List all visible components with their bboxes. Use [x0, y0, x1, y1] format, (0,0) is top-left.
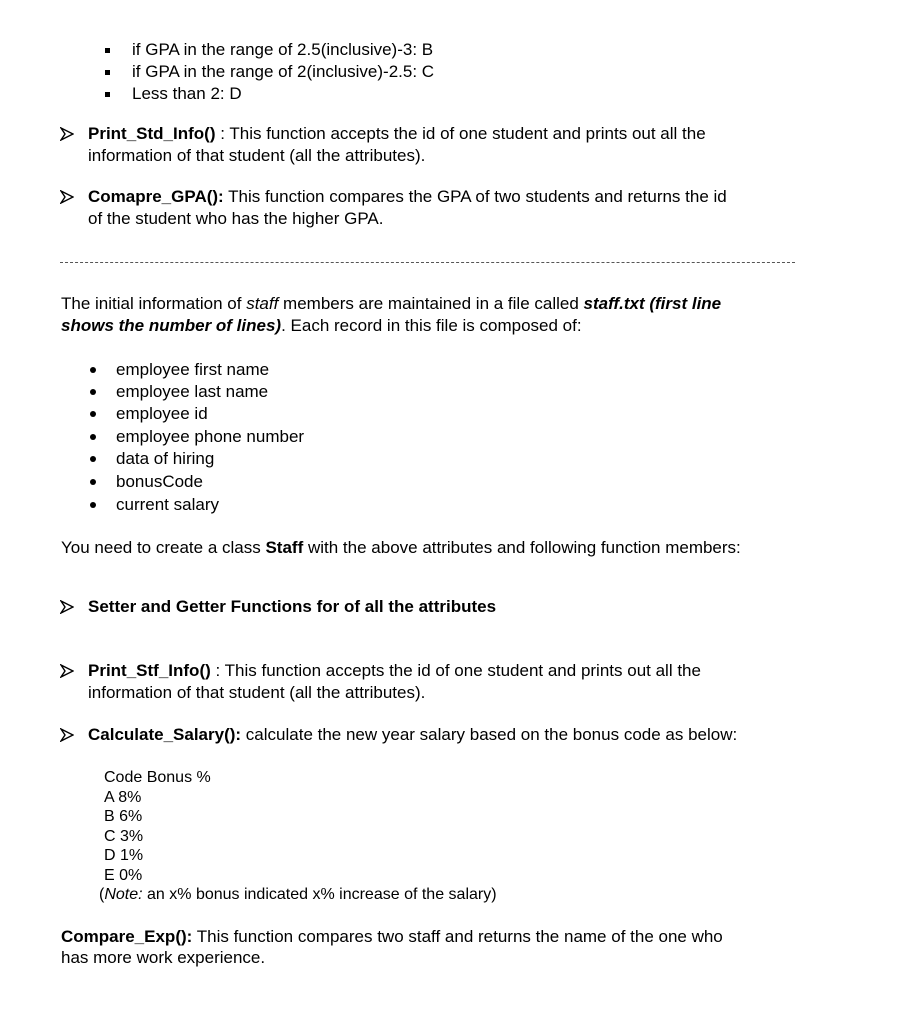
grade-item: if GPA in the range of 2.5(inclusive)-3: B — [132, 40, 434, 59]
text: You need to create a class — [61, 538, 266, 557]
bonus-note — [99, 885, 497, 905]
function-desc: This function accepts the id of one student and prints out all the — [224, 661, 701, 680]
print-std-info-line1 — [88, 124, 706, 144]
function-desc: This function accepts the id of one student and prints out all the — [229, 124, 706, 143]
note-label: Note: — [104, 886, 143, 903]
arrowhead-bullet-icon — [60, 127, 74, 141]
note-text: an x% bonus indicated x% increase of the salary) — [142, 886, 497, 903]
bonus-table-header: Code Bonus % — [104, 769, 211, 786]
function-desc: calculate the new year salary based on the bonus code as below: — [241, 725, 738, 744]
grade-item: if GPA in the range of 2(inclusive)-2.5: C — [132, 62, 435, 81]
round-bullet-icon — [90, 456, 96, 462]
calculate-salary-item — [88, 725, 737, 745]
compare-exp-line2: has more work experience. — [61, 948, 266, 967]
square-bullet-icon — [105, 92, 110, 97]
function-name: Print_Stf_Info() — [88, 661, 211, 680]
bonus-row: C 3% — [104, 828, 144, 845]
bonus-row: B 6% — [104, 808, 143, 825]
class-name: Staff — [265, 538, 304, 557]
attribute-item: employee phone number — [116, 427, 305, 446]
function-desc: This function compares the GPA of two students and returns the id — [228, 187, 727, 206]
function-name: Compare_Exp(): — [61, 927, 193, 946]
function-name: Comapre_GPA(): — [88, 187, 224, 206]
dashed-divider — [60, 262, 795, 263]
attribute-item: employee id — [116, 404, 208, 423]
text: members are maintained in a file called — [278, 294, 584, 313]
paren: ( — [99, 886, 105, 903]
bonus-row: E 0% — [104, 867, 143, 884]
attribute-item: bonusCode — [116, 472, 203, 491]
arrowhead-bullet-icon — [60, 664, 74, 678]
round-bullet-icon — [90, 389, 96, 395]
print-stf-info-line2: information of that student (all the attributes). — [88, 683, 426, 702]
compare-gpa-line1 — [88, 187, 727, 207]
square-bullet-icon — [105, 48, 110, 53]
compare-exp-line1 — [61, 927, 723, 947]
staff-intro-line1 — [61, 294, 721, 314]
file-name: staff.txt (first line — [583, 294, 722, 313]
text: The initial information of — [61, 294, 247, 313]
function-desc: This function compares two staff and returns the name of the one who — [192, 927, 723, 946]
class-sentence — [61, 538, 741, 558]
round-bullet-icon — [90, 479, 96, 485]
arrowhead-bullet-icon — [60, 190, 74, 204]
bonus-row: A 8% — [104, 789, 142, 806]
text: . Each record in this file is composed of: — [281, 316, 582, 335]
attribute-item: employee last name — [116, 382, 269, 401]
round-bullet-icon — [90, 434, 96, 440]
bonus-row: D 1% — [104, 847, 144, 864]
separator: : — [210, 661, 225, 680]
setter-getter-item: Setter and Getter Functions for of all the attributes — [88, 597, 497, 616]
compare-gpa-line2: of the student who has the higher GPA. — [88, 209, 384, 228]
round-bullet-icon — [90, 367, 96, 373]
square-bullet-icon — [105, 70, 110, 75]
round-bullet-icon — [90, 411, 96, 417]
function-name: Calculate_Salary(): — [88, 725, 242, 744]
attribute-item: current salary — [116, 495, 219, 514]
arrowhead-bullet-icon — [60, 600, 74, 614]
attribute-item: data of hiring — [116, 449, 215, 468]
print-stf-info-line1 — [88, 661, 701, 681]
staff-intro-line2 — [61, 316, 582, 336]
attribute-item: employee first name — [116, 360, 270, 379]
text: with the above attributes and following function members: — [303, 538, 741, 557]
function-name: Print_Std_Info() — [88, 124, 216, 143]
separator: : — [215, 124, 230, 143]
grade-item: Less than 2: D — [132, 84, 242, 103]
staff-word: staff — [246, 294, 279, 313]
round-bullet-icon — [90, 502, 96, 508]
file-note: shows the number of lines) — [61, 316, 282, 335]
arrowhead-bullet-icon — [60, 728, 74, 742]
print-std-info-line2: information of that student (all the attributes). — [88, 146, 426, 165]
